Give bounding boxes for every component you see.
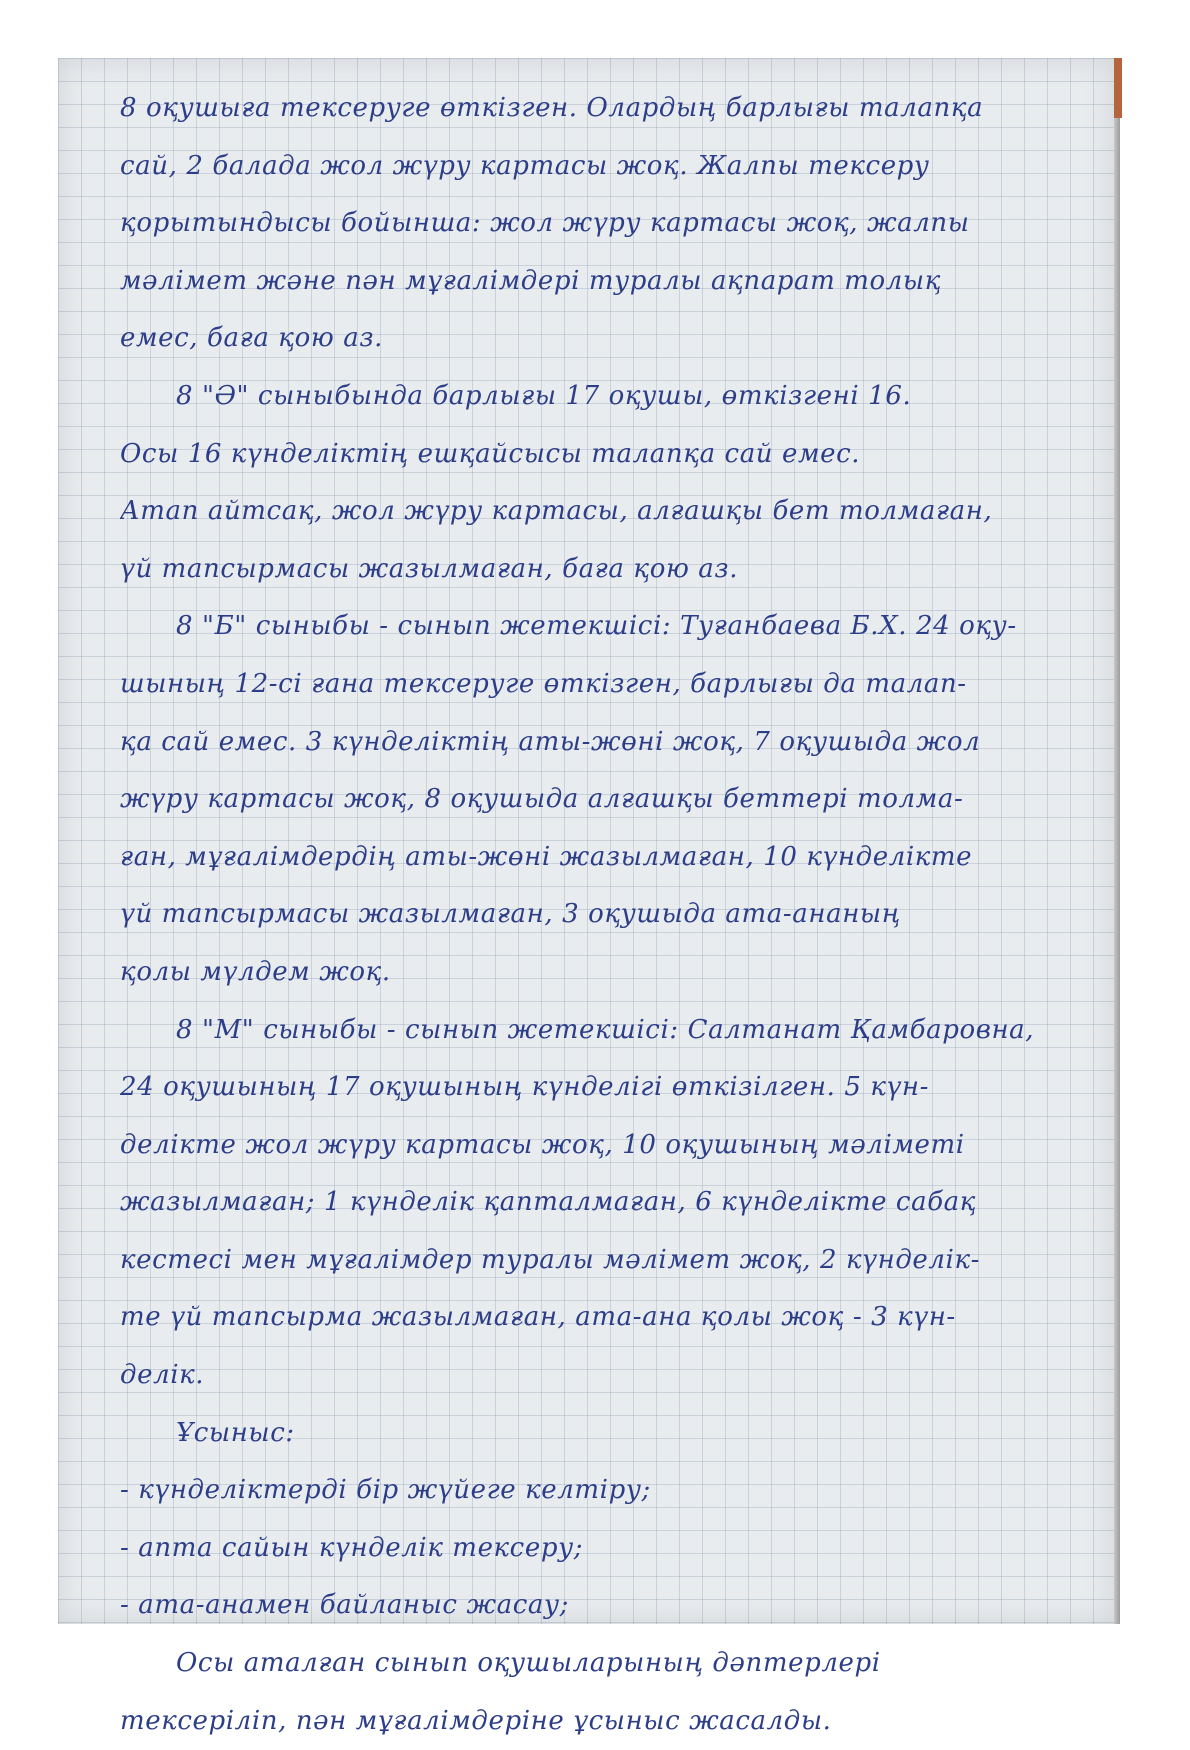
handwritten-text (120, 80, 1100, 1750)
text-line: сай, 2 балада жол жүру картасы жоқ. Жалпы тексеру (120, 150, 930, 181)
text-line: те үй тапсырма жазылмаған, ата-ана қолы жоқ - 3 күн- (120, 1302, 956, 1333)
notebook-cover-edge (1114, 58, 1122, 118)
text-line: - ата-анамен байланыс жасау; (120, 1590, 570, 1621)
notebook-page (58, 58, 1114, 1736)
notebook-spine (1114, 118, 1120, 1624)
text-line: Ұсыныс: (176, 1417, 295, 1448)
text-line: 24 оқушының 17 оқушының күнделігі өткізілген. 5 күн- (120, 1072, 930, 1103)
text-line: тексеріліп, пән мұғалімдеріне ұсыныс жасалды. (120, 1705, 832, 1736)
text-line: 8 оқушыға тексеруге өткізген. Олардың барлығы талапқа (120, 93, 984, 123)
text-line: қолы мүлдем жоқ. (120, 956, 391, 987)
text-line: делікте жол жүру картасы жоқ, 10 оқушының мәліметі (120, 1129, 965, 1160)
text-line: қа сай емес. 3 күнделіктің аты-жөні жоқ, 7 оқушыда жол (120, 726, 981, 757)
text-line: - апта сайын күнделік тексеру; (120, 1532, 584, 1563)
text-line: емес, баға қою аз. (120, 323, 383, 354)
text-line: кестесі мен мұғалімдер туралы мәлімет жоқ, 2 күнделік- (120, 1244, 980, 1275)
text-line: Осы аталған сынып оқушыларының дәптерлері (176, 1648, 881, 1679)
text-line: 8 "М" сыныбы - сынып жетекшісі: Салтанат Қамбаровна, (176, 1014, 1035, 1045)
text-line: 8 "Б" сыныбы - сынып жетекшісі: Туғанбаева Б.Х. 24 оқу- (176, 611, 1017, 642)
text-line: - күнделіктерді бір жүйеге келтіру; (120, 1475, 651, 1506)
text-line: делік. (120, 1360, 205, 1391)
text-line: Атап айтсақ, жол жүру картасы, алғашқы бет толмаған, (120, 496, 993, 527)
text-line: 8 "Ә" сыныбында барлығы 17 оқушы, өткізгені 16. (176, 380, 912, 411)
text-line: ған, мұғалімдердің аты-жөні жазылмаған, 10 күнделікте (120, 841, 973, 872)
text-line: қорытындысы бойынша: жол жүру картасы жоқ, жалпы (120, 208, 970, 239)
text-line: Осы 16 күнделіктің ешқайсысы талапқа сай емес. (120, 438, 861, 469)
text-line: жазылмаған; 1 күнделік қапталмаған, 6 күнделікте сабақ (120, 1187, 977, 1218)
text-line: үй тапсырмасы жазылмаған, баға қою аз. (120, 553, 739, 584)
text-line: үй тапсырмасы жазылмаған, 3 оқушыда ата-ананың (120, 899, 901, 930)
text-line: шының 12-сі ғана тексеруге өткізген, барлығы да талап- (120, 668, 967, 699)
text-line: мәлімет және пән мұғалімдері туралы ақпарат толық (120, 265, 942, 296)
text-line: жүру картасы жоқ, 8 оқушыда алғашқы беттері толма- (120, 784, 964, 815)
